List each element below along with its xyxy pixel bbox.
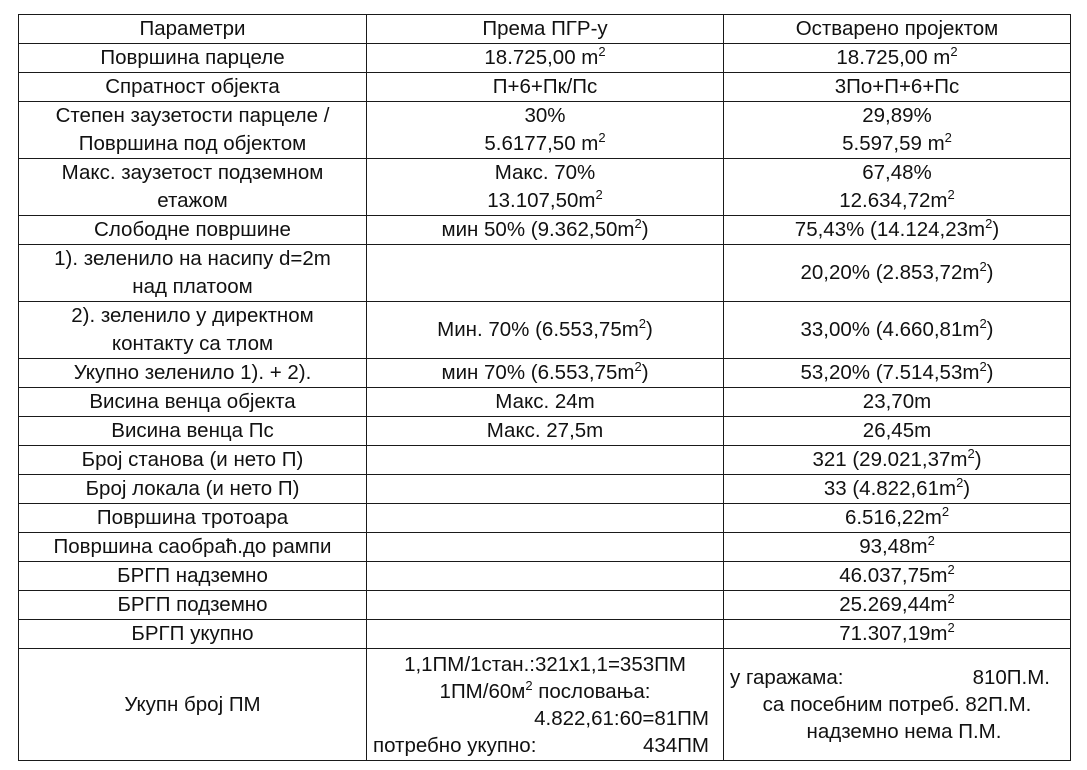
pgr-cell bbox=[367, 562, 724, 591]
param-line: контакту са тлом bbox=[111, 332, 274, 355]
project-value: 33,00% (4.660,81m bbox=[800, 318, 980, 341]
pgr-cell bbox=[367, 302, 724, 359]
project-line bbox=[730, 130, 1064, 158]
param-cell: Површина саобраћ.до рампи bbox=[19, 533, 367, 562]
project-cell bbox=[724, 562, 1071, 591]
project-cell bbox=[724, 359, 1071, 388]
param-cell: Висина венца Пс bbox=[19, 417, 367, 446]
pgr-cell bbox=[367, 245, 724, 302]
superscript: 2 bbox=[947, 620, 955, 635]
pgr-cell bbox=[367, 216, 724, 245]
project-value: 75,43% (14.124,23m bbox=[794, 218, 986, 241]
project-cell bbox=[724, 591, 1071, 620]
table-row bbox=[19, 533, 1071, 562]
pgr-cell bbox=[367, 591, 724, 620]
param-cell bbox=[19, 302, 367, 359]
project-line: са посебним потреб. 82П.М. bbox=[762, 693, 1032, 716]
table-row bbox=[19, 504, 1071, 533]
param-line: Степен заузетости парцеле / bbox=[55, 104, 330, 127]
pgr-value: мин 50% (9.362,50m bbox=[441, 218, 635, 241]
superscript: 2 bbox=[634, 359, 642, 374]
pgr-cell bbox=[367, 620, 724, 649]
project-cell bbox=[724, 504, 1071, 533]
table-row bbox=[19, 359, 1071, 388]
pgr-line bbox=[373, 130, 717, 158]
pgr-cell bbox=[367, 446, 724, 475]
pgr-cell bbox=[367, 359, 724, 388]
pgr-value: Мин. 70% (6.553,75m bbox=[437, 318, 639, 341]
pgr-line bbox=[373, 678, 717, 705]
pgr-line: 1,1ПМ/1стан.:321x1,1=353ПМ bbox=[404, 652, 686, 676]
table-header-row bbox=[19, 15, 1071, 44]
pgr-value: 13.107,50m bbox=[487, 189, 596, 212]
project-cell bbox=[724, 245, 1071, 302]
table-row bbox=[19, 44, 1071, 73]
project-garage-value: 810П.М. bbox=[972, 666, 1050, 689]
project-cell bbox=[724, 475, 1071, 504]
superscript: 2 bbox=[979, 316, 987, 331]
project-cell bbox=[724, 44, 1071, 73]
project-garage-line bbox=[730, 664, 1064, 691]
pgr-cell: П+6+Пк/Пс bbox=[367, 73, 724, 102]
project-cell: 23,70m bbox=[724, 388, 1071, 417]
table-row bbox=[19, 475, 1071, 504]
pgr-cell bbox=[367, 44, 724, 73]
project-value: 18.725,00 m bbox=[836, 46, 951, 69]
param-line: 1). зеленило на насипу d=2m bbox=[54, 247, 331, 270]
project-value-end: ) bbox=[974, 448, 982, 471]
header-project: Остварено пројектом bbox=[724, 15, 1071, 44]
pgr-value: 18.725,00 m bbox=[484, 46, 599, 69]
superscript: 2 bbox=[598, 44, 606, 59]
param-cell: БРГП надземно bbox=[19, 562, 367, 591]
pgr-total-label: потребно укупно: bbox=[373, 733, 537, 757]
project-garage-label: у гаражама: bbox=[730, 666, 844, 689]
pgr-line bbox=[373, 187, 717, 215]
param-cell: Број станова (и нето П) bbox=[19, 446, 367, 475]
pgr-cell bbox=[367, 504, 724, 533]
table-row bbox=[19, 446, 1071, 475]
pgr-cell bbox=[367, 159, 724, 216]
superscript: 2 bbox=[956, 475, 964, 490]
project-value-end: ) bbox=[986, 318, 994, 341]
pgr-value: 5.6177,50 m bbox=[484, 132, 599, 155]
project-value: 20,20% (2.853,72m bbox=[800, 261, 980, 284]
project-cell: 26,45m bbox=[724, 417, 1071, 446]
pgr-line: 4.822,61:60=81ПМ bbox=[534, 706, 709, 730]
superscript: 2 bbox=[634, 216, 642, 231]
pgr-value-end: ) bbox=[641, 218, 649, 241]
superscript: 2 bbox=[598, 130, 606, 145]
param-line: над платоом bbox=[132, 275, 253, 298]
param-cell: Укупно зеленило 1). + 2). bbox=[19, 359, 367, 388]
pgr-line: Макс. 70% bbox=[494, 161, 596, 184]
param-line: Макс. заузетост подземном bbox=[61, 161, 324, 184]
project-line: 29,89% bbox=[862, 104, 932, 127]
pgr-total-value: 434ПМ bbox=[642, 733, 709, 757]
pgr-value: мин 70% (6.553,75m bbox=[441, 361, 635, 384]
param-cell bbox=[19, 102, 367, 159]
superscript: 2 bbox=[595, 187, 603, 202]
project-value-end: ) bbox=[963, 477, 971, 500]
param-line: Површина под објектом bbox=[78, 132, 307, 155]
param-cell: Слободне површине bbox=[19, 216, 367, 245]
superscript: 2 bbox=[979, 259, 987, 274]
project-cell bbox=[724, 102, 1071, 159]
table-row bbox=[19, 245, 1071, 302]
superscript: 2 bbox=[927, 533, 935, 548]
project-value: 6.516,22m bbox=[844, 506, 942, 529]
pgr-cell bbox=[367, 102, 724, 159]
project-cell bbox=[724, 159, 1071, 216]
header-pgr: Према ПГР-у bbox=[367, 15, 724, 44]
table-row bbox=[19, 159, 1071, 216]
project-value: 46.037,75m bbox=[839, 564, 948, 587]
param-cell bbox=[19, 159, 367, 216]
param-cell: Број локала (и нето П) bbox=[19, 475, 367, 504]
superscript: 2 bbox=[985, 216, 993, 231]
project-cell bbox=[724, 649, 1071, 761]
superscript: 2 bbox=[947, 187, 955, 202]
pgr-value: 1ПМ/60м bbox=[439, 679, 526, 703]
project-cell bbox=[724, 620, 1071, 649]
param-cell bbox=[19, 245, 367, 302]
project-value-end: ) bbox=[986, 261, 994, 284]
pgr-value-end: ) bbox=[641, 361, 649, 384]
project-value: 53,20% (7.514,53m bbox=[800, 361, 980, 384]
table-row bbox=[19, 302, 1071, 359]
project-value: 33 (4.822,61m bbox=[823, 477, 957, 500]
param-cell: Површина парцеле bbox=[19, 44, 367, 73]
project-value-end: ) bbox=[992, 218, 1000, 241]
table-row bbox=[19, 102, 1071, 159]
pgr-cell bbox=[367, 475, 724, 504]
table-row bbox=[19, 620, 1071, 649]
superscript: 2 bbox=[947, 562, 955, 577]
parameters-table bbox=[18, 14, 1071, 761]
project-value: 93,48m bbox=[859, 535, 928, 558]
project-value: 12.634,72m bbox=[839, 189, 948, 212]
project-value: 5.597,59 m bbox=[842, 132, 945, 155]
project-value: 71.307,19m bbox=[839, 622, 948, 645]
header-parameters: Параметри bbox=[19, 15, 367, 44]
superscript: 2 bbox=[950, 44, 958, 59]
superscript: 2 bbox=[944, 130, 952, 145]
project-cell bbox=[724, 216, 1071, 245]
table-row bbox=[19, 73, 1071, 102]
pgr-line: 30% bbox=[524, 104, 566, 127]
pgr-cell: Макс. 24m bbox=[367, 388, 724, 417]
project-cell bbox=[724, 302, 1071, 359]
table-row bbox=[19, 591, 1071, 620]
superscript: 2 bbox=[947, 591, 955, 606]
table-row bbox=[19, 562, 1071, 591]
superscript: 2 bbox=[979, 359, 987, 374]
project-line: 67,48% bbox=[862, 161, 932, 184]
project-line bbox=[730, 187, 1064, 215]
table-row bbox=[19, 417, 1071, 446]
param-cell: Висина венца објекта bbox=[19, 388, 367, 417]
param-line: етажом bbox=[157, 189, 228, 212]
table-row bbox=[19, 388, 1071, 417]
project-value: 321 (29.021,37m bbox=[812, 448, 968, 471]
pgr-cell bbox=[367, 533, 724, 562]
table-row-parking bbox=[19, 649, 1071, 761]
project-line: надземно нема П.М. bbox=[806, 720, 1002, 743]
superscript: 2 bbox=[525, 677, 533, 693]
param-cell: БРГП подземно bbox=[19, 591, 367, 620]
project-cell bbox=[724, 446, 1071, 475]
superscript: 2 bbox=[638, 316, 647, 331]
project-cell bbox=[724, 533, 1071, 562]
pgr-value-end: ) bbox=[646, 318, 653, 341]
project-cell: 3По+П+6+Пс bbox=[724, 73, 1071, 102]
param-cell: БРГП укупно bbox=[19, 620, 367, 649]
project-value-end: ) bbox=[986, 361, 994, 384]
param-cell: Спратност објекта bbox=[19, 73, 367, 102]
project-value: 25.269,44m bbox=[839, 593, 948, 616]
pgr-total-line bbox=[373, 732, 717, 759]
param-cell: Укупн број ПМ bbox=[19, 649, 367, 761]
table-row bbox=[19, 216, 1071, 245]
pgr-cell: Макс. 27,5m bbox=[367, 417, 724, 446]
pgr-value-end: пословања: bbox=[532, 679, 651, 703]
superscript: 2 bbox=[967, 446, 975, 461]
superscript: 2 bbox=[941, 504, 950, 519]
pgr-cell bbox=[367, 649, 724, 761]
param-line: 2). зеленило у директном bbox=[71, 304, 314, 327]
param-cell: Површина тротоара bbox=[19, 504, 367, 533]
